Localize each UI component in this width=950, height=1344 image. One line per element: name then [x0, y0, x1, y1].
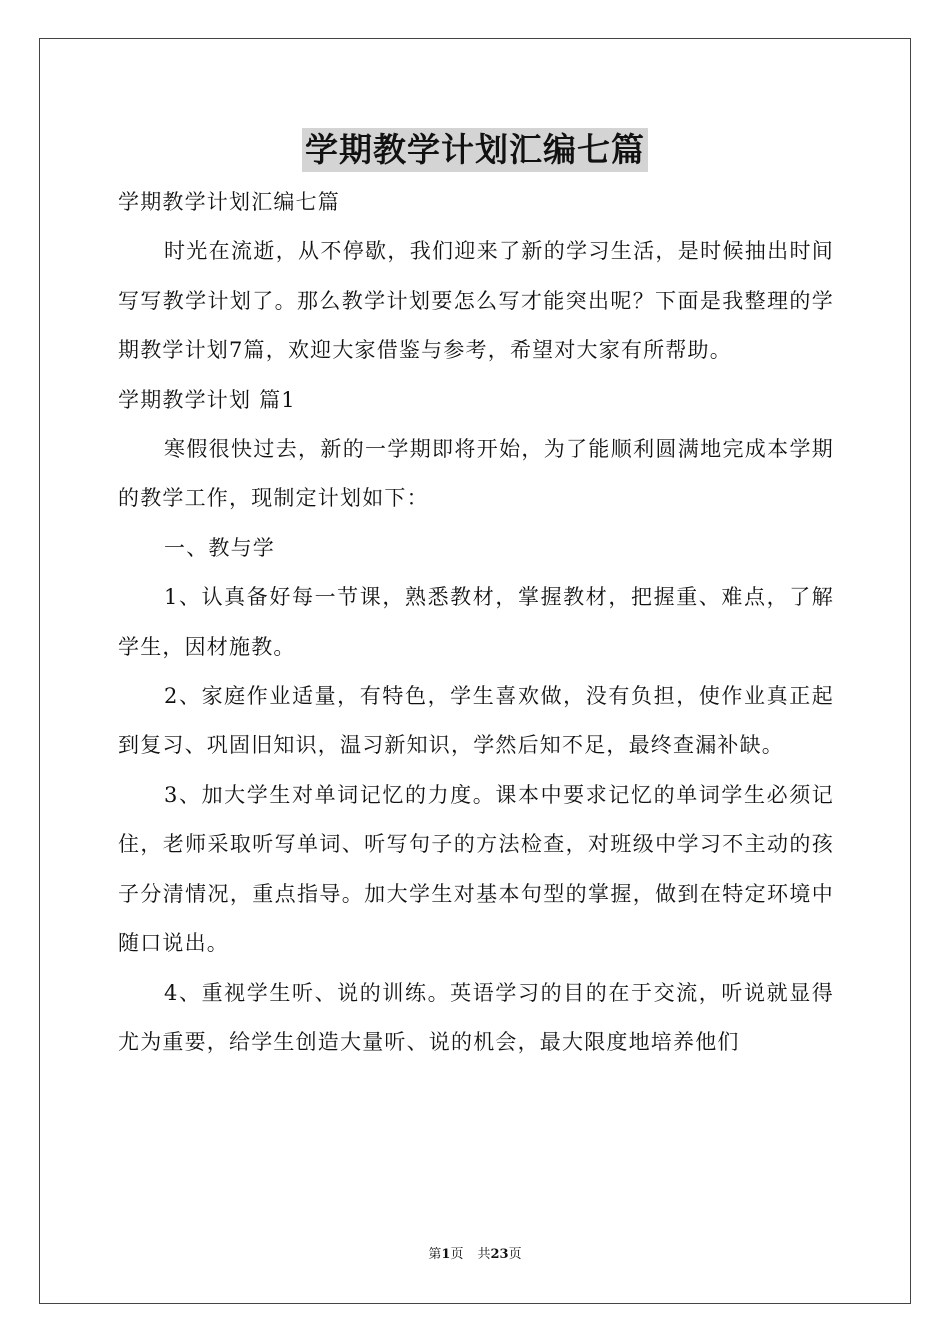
- paragraph: 4、重视学生听、说的训练。英语学习的目的在于交流，听说就显得尤为重要，给学生创造大量听、说的机会，最大限度地培养他们: [118, 980, 834, 1054]
- paragraph: 学期教学计划汇编七篇: [118, 190, 340, 214]
- footer-total-prefix: 共: [477, 1247, 491, 1262]
- document-title: 学期教学计划汇编七篇: [302, 128, 648, 172]
- paragraph: 2、家庭作业适量，有特色，学生喜欢做，没有负担，使作业真正起到复习、巩固旧知识，温习新知识，学然后知不足，最终查漏补缺。: [118, 684, 834, 758]
- footer-page-number: 1: [441, 1247, 451, 1262]
- footer-page-prefix: 第: [428, 1247, 442, 1262]
- page-footer: [0, 1245, 950, 1265]
- paragraph: 时光在流逝，从不停歇，我们迎来了新的学习生活，是时候抽出时间写写教学计划了。那么教学计划要怎么写才能突出呢？下面是我整理的学期教学计划7篇，欢迎大家借鉴与参考，希望对大家有所帮助。: [118, 239, 834, 363]
- paragraph: 1、认真备好每一节课，熟悉教材，掌握教材，把握重、难点，了解学生，因材施教。: [118, 585, 834, 659]
- paragraph: 寒假很快过去，新的一学期即将开始，为了能顺利圆满地完成本学期的教学工作，现制定计划如下：: [118, 437, 834, 511]
- paragraph: 3、加大学生对单词记忆的力度。课本中要求记忆的单词学生必须记住，老师采取听写单词、听写句子的方法检查，对班级中学习不主动的孩子分清情况，重点指导。加大学生对基本句型的掌握，做到在特定环境中随口说出。: [118, 782, 834, 956]
- paragraph: 学期教学计划 篇1: [118, 387, 296, 412]
- document-body: [118, 178, 834, 1067]
- paragraph: 一、教与学: [164, 535, 275, 560]
- footer-total-suffix: 页: [508, 1247, 522, 1262]
- footer-total-pages: 23: [490, 1247, 509, 1262]
- footer-page-suffix: 页: [450, 1247, 464, 1262]
- title-container: [0, 128, 950, 172]
